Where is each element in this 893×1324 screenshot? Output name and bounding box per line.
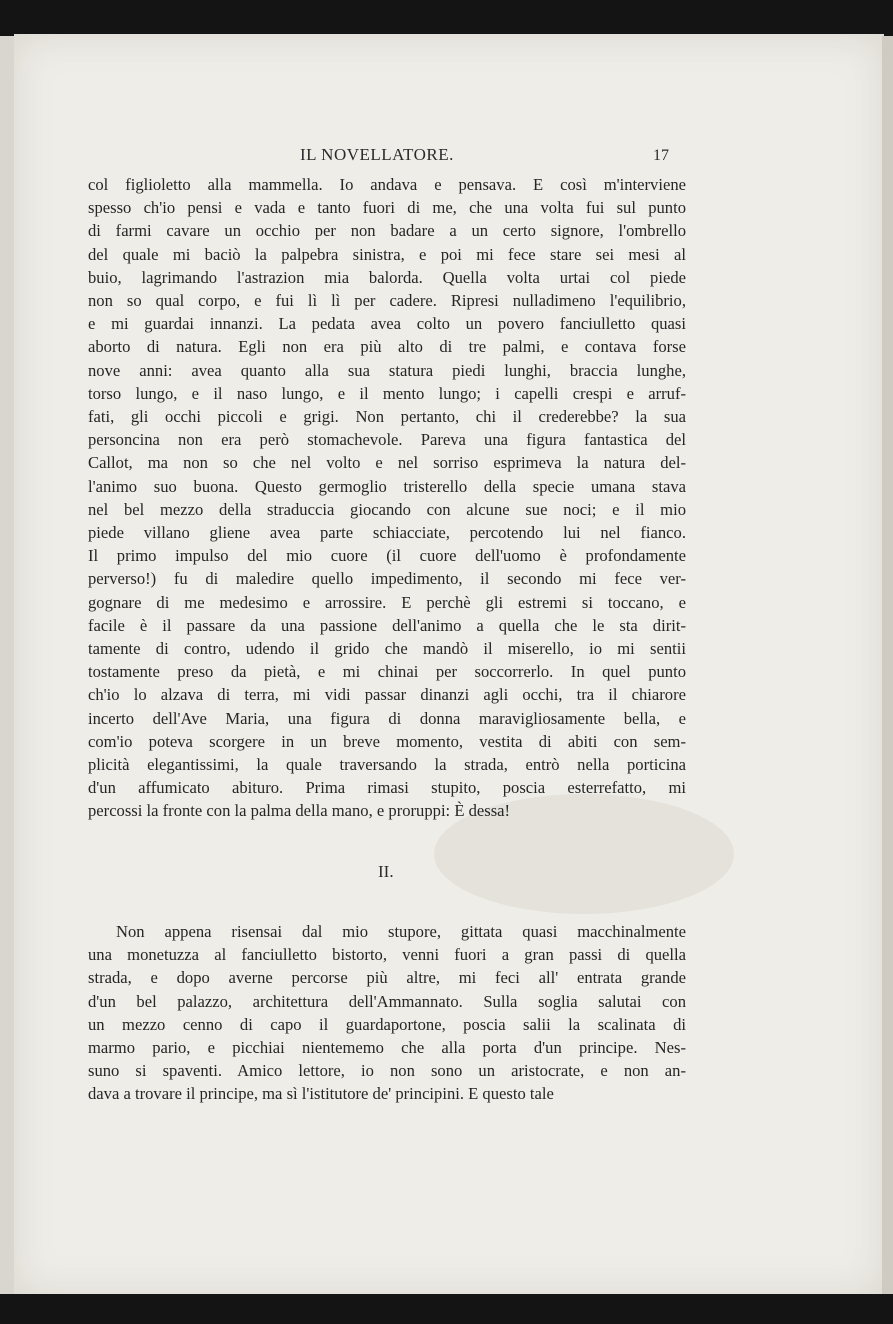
text-line: spesso ch'io pensi e vada e tanto fuori di me, che una volta fui sul punto [88,198,686,218]
scan-border-top [0,0,893,36]
text-line: perverso!) fu di maledire quello impedimento, il secondo mi fece ver- [88,569,686,589]
text-line: personcina non era però stomachevole. Pareva una figura fantastica del [88,430,686,450]
page-left-edge [0,36,14,1294]
page-right-edge [882,36,893,1294]
text-line: com'io poteva scorgere in un breve momento, vestita di abiti con sem- [88,731,686,751]
text-line: un mezzo cenno di capo il guardaportone, poscia salii la scalinata di [88,1014,686,1034]
text-line: strada, e dopo averne percorse più altre, mi feci all' entrata grande [88,968,686,988]
text-line: una monetuzza al fanciulletto bistorto, venni fuori a gran passi di quella [88,945,686,965]
paragraph-1-text [88,173,686,823]
text-line: d'un affumicato abituro. Prima rimasi stupito, poscia esterrefatto, mi [88,778,686,798]
text-line: nove anni: avea quanto alla sua statura piedi lunghi, braccia lunghe, [88,360,686,380]
text-line: marmo pario, e picchiai nientememo che alla porta d'un principe. Nes- [88,1038,686,1058]
text-line: plicità elegantissimi, la quale traversando la strada, entrò nella porticina [88,755,686,775]
running-title: IL NOVELLATORE. [300,145,454,164]
text-line: percossi la fronte con la palma della mano, e proruppi: È dessa! [88,801,511,821]
text-line: del quale mi baciò la palpebra sinistra, e poi mi fece stare sei mesi al [88,244,686,264]
text-line: d'un bel palazzo, architettura dell'Ammannato. Sulla soglia salutai con [88,991,686,1011]
text-line: tamente di contro, udendo il grido che mandò il miserello, io mi sentii [88,639,686,659]
text-line: dava a trovare il principe, ma sì l'istitutore de' principini. E questo tale [88,1084,554,1104]
page-number: 17 [653,147,669,164]
paragraph-2-text [88,920,686,1106]
text-line: ch'io lo alzava di terra, mi vidi passar dinanzi agli occhi, tra il chiarore [88,685,686,705]
text-line: fati, gli occhi piccoli e grigi. Non pertanto, chi il crederebbe? la sua [88,407,686,427]
text-line: Il primo impulso del mio cuore (il cuore dell'uomo è profondamente [88,546,686,566]
text-line: suno si spaventi. Amico lettore, io non sono un aristocrate, e non an- [88,1061,686,1081]
text-line: piede villano gliene avea parte schiacciate, percotendo lui nel fianco. [88,523,686,543]
text-line: aborto di natura. Egli non era più alto di tre palmi, e contava forse [88,337,686,357]
text-line: Callot, ma non so che nel volto e nel sorriso esprimeva la natura del- [88,453,686,473]
text-line: torso lungo, e il naso lungo, e il mento lungo; i capelli crespi e arruf- [88,383,686,403]
text-line: l'animo suo buona. Questo germoglio tristerello della specie umana stava [88,476,686,496]
text-line: nel bel mezzo della straduccia giocando con alcune sue noci; e il mio [88,499,686,519]
text-line: non so qual corpo, e fui lì lì per cadere. Ripresi nulladimeno l'equilibrio, [88,291,686,311]
paragraph-1 [88,173,686,823]
scan-border-bottom [0,1294,893,1324]
text-line: buio, lagrimando l'astrazion mia balorda. Quella volta urtai col piede [88,267,686,287]
text-line: e mi guardai innanzi. La pedata avea colto un povero fanciulletto quasi [88,314,686,334]
text-line: incerto dell'Ave Maria, una figura di donna maravigliosamente bella, e [88,708,686,728]
text-line: facile è il passare da una passione dell'animo a quella che le sta dirit- [88,615,686,635]
text-line: Non appena risensai dal mio stupore, gittata quasi macchinalmente [116,922,686,941]
paragraph-2 [88,920,686,1106]
text-line: tostamente preso da pietà, e mi chinai per soccorrerlo. In quel punto [88,662,686,682]
text-line: di farmi cavare un occhio per non badare a un certo signore, l'ombrello [88,221,686,241]
text-line: col figlioletto alla mammella. Io andava e pensava. E così m'interviene [88,175,686,194]
text-line: gognare di me medesimo e arrossire. E perchè gli estremi si toccano, e [88,592,686,612]
section-number: II. [378,862,394,881]
